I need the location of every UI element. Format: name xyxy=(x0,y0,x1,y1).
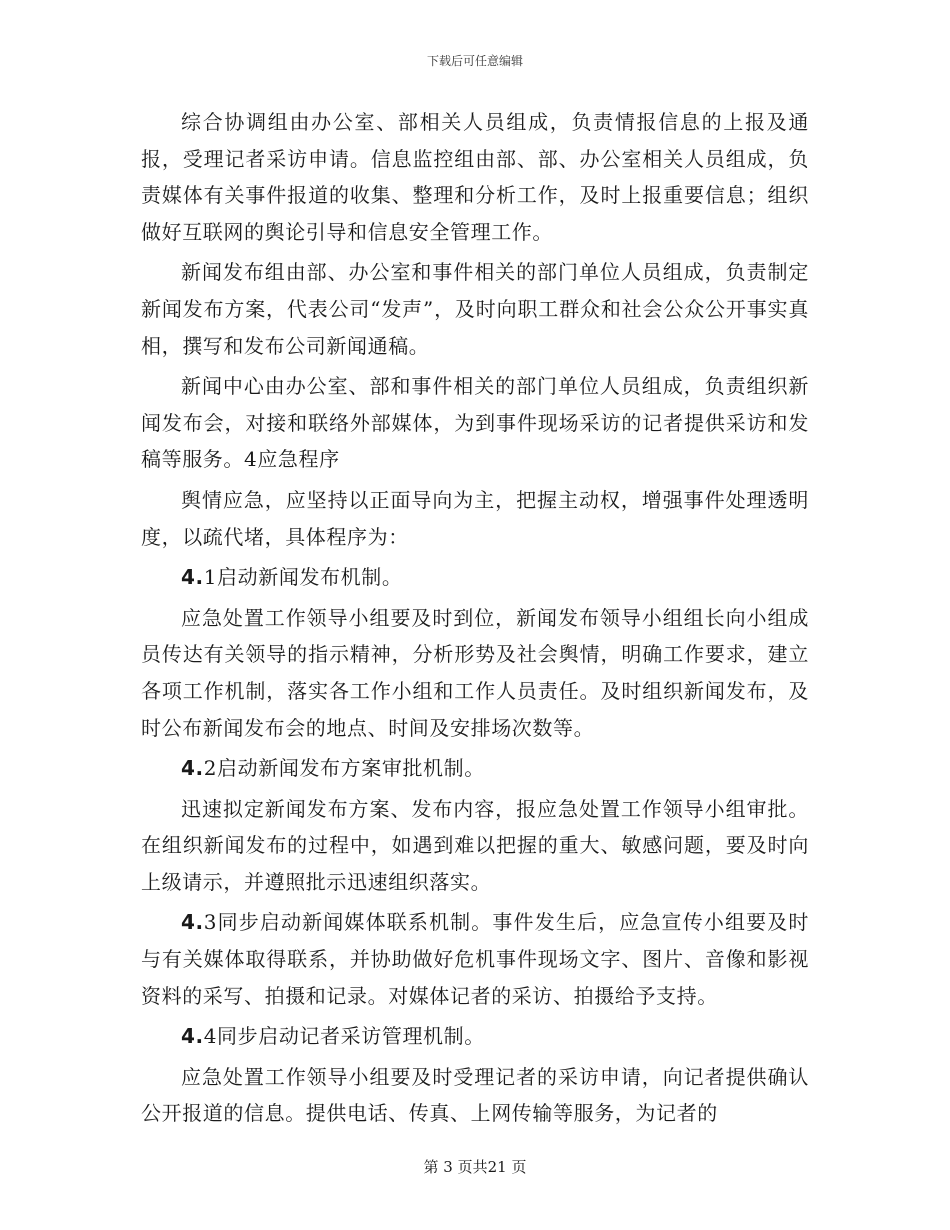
section-body-4-1: 应急处置工作领导小组要及时到位，新闻发布领导小组组长向小组成员传达有关领导的指示精神，分析形势及社会舆情，明确工作要求，建立各项工作机制，落实各工作小组和工作人员责任。及时组织新闻发布，及时公布新闻发布会的地点、时间及安排场次数等。 xyxy=(141,605,809,740)
section-heading-4-2 xyxy=(141,750,809,787)
section-heading-4-3 xyxy=(141,904,809,1014)
paragraph-emergency-intro: 舆情应急，应坚持以正面导向为主，把握主动权，增强事件处理透明度，以疏代堵，具体程序为： xyxy=(141,487,809,549)
section-heading-4-4 xyxy=(141,1018,809,1055)
footer-page-number: 3 xyxy=(443,1158,453,1176)
section-heading-4-1 xyxy=(141,559,809,596)
section-number: 4. xyxy=(181,756,204,781)
section-title: 3同步启动新闻媒体联系机制。事件发生后，应急宣传小组要及时与有关媒体取得联系，并协助做好危机事件现场文字、图片、音像和影视资料的采写、拍摄和记录。对媒体记者的采访、拍摄给予支持。 xyxy=(141,910,809,1008)
footer-middle: 页共 xyxy=(457,1158,488,1176)
footer-suffix: 页 xyxy=(511,1158,527,1176)
page-footer xyxy=(0,1157,950,1177)
section-number: 4. xyxy=(181,565,204,590)
section-number: 4. xyxy=(181,1024,204,1049)
document-body xyxy=(141,104,809,1136)
section-body-4-2: 迅速拟定新闻发布方案、发布内容，报应急处置工作领导小组审批。在组织新闻发布的过程中，如遇到难以把握的重大、敏感问题，要及时向上级请示，并遵照批示迅速组织落实。 xyxy=(141,796,809,894)
section-title: 4同步启动记者采访管理机制。 xyxy=(203,1024,485,1049)
section-body-4-4: 应急处置工作领导小组要及时受理记者的采访申请，向记者提供确认公开报道的信息。提供电话、传真、上网传输等服务，为记者的 xyxy=(141,1064,809,1126)
section-number: 4. xyxy=(181,910,204,935)
footer-total-pages: 21 xyxy=(487,1158,507,1176)
paragraph-press-release-group: 新闻发布组由部、办公室和事件相关的部门单位人员组成，负责制定新闻发布方案，代表公司“发声”，及时向职工群众和社会公众公开事实真相，撰写和发布公司新闻通稿。 xyxy=(141,260,809,358)
footer-prefix: 第 xyxy=(423,1158,439,1176)
section-title: 1启动新闻发布机制。 xyxy=(203,565,403,590)
section-title: 2启动新闻发布方案审批机制。 xyxy=(203,756,485,781)
paragraph-news-center: 新闻中心由办公室、部和事件相关的部门单位人员组成，负责组织新闻发布会，对接和联络外部媒体，为到事件现场采访的记者提供采访和发稿等服务。4应急程序 xyxy=(141,374,809,472)
header-note: 下载后可任意编辑 xyxy=(426,54,523,68)
paragraph-coordination-group: 综合协调组由办公室、部相关人员组成，负责情报信息的上报及通报，受理记者采访申请。信息监控组由部、部、办公室相关人员组成，负责媒体有关事件报道的收集、整理和分析工作，及时上报重要信息；组织做好互联网的舆论引导和信息安全管理工作。 xyxy=(141,110,809,244)
